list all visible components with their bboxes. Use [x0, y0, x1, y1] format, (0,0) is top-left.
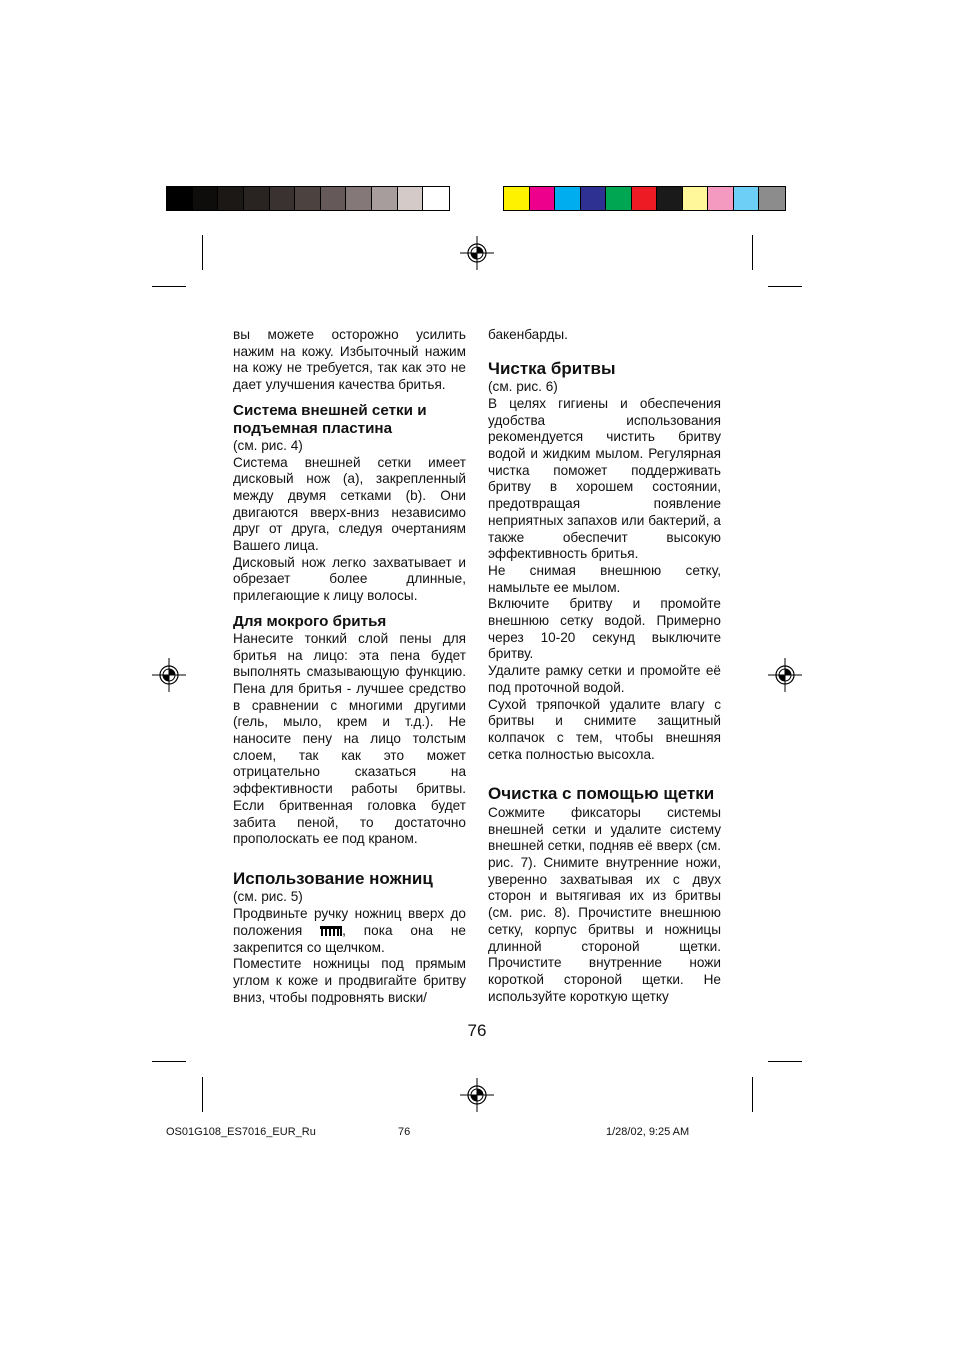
section-heading: Чистка бритвы [488, 358, 616, 378]
registration-mark-icon [152, 658, 186, 692]
color-swatch [530, 187, 556, 210]
color-swatch [632, 187, 658, 210]
gray-swatch [372, 187, 398, 210]
figure-reference: (см. рис. 5) [233, 889, 303, 905]
left-column [233, 327, 466, 1006]
crop-mark [752, 235, 753, 270]
intro-paragraph: вы можете осторожно усилить нажим на кожу. Избыточный нажим на кожу не требуется, так как это не дает улучшения качества бритья. [233, 327, 466, 393]
color-swatch [657, 187, 683, 210]
color-swatch [606, 187, 632, 210]
registration-mark-icon [460, 1078, 494, 1112]
section-heading: Система внешней сетки и подъемная пластина [233, 401, 427, 437]
footer-timestamp: 1/28/02, 9:25 AM [606, 1126, 690, 1138]
body-paragraph: Система внешней сетки имеет дисковый нож (а), закрепленный между двумя сетками (b). Они двигаются вверх-вниз независимо друг от друга, следуя очертаниям Вашего лица. [233, 454, 466, 554]
gray-swatch [167, 187, 193, 210]
color-swatch [504, 187, 530, 210]
gray-swatch [423, 187, 449, 210]
body-paragraph: Удалите рамку сетки и промойте её под проточной водой. [488, 663, 721, 695]
section-heading: Для мокрого бритья [233, 612, 387, 630]
color-swatch [708, 187, 734, 210]
gray-swatch [193, 187, 219, 210]
trimmer-blade-icon [320, 926, 342, 936]
figure-reference: (см. рис. 6) [488, 379, 558, 395]
registration-mark-icon [768, 658, 802, 692]
intro-paragraph: бакенбарды. [488, 327, 568, 342]
color-swatch [683, 187, 709, 210]
figure-reference: (см. рис. 4) [233, 437, 303, 453]
section-heading: Использование ножниц [233, 868, 433, 888]
right-column [488, 327, 721, 1005]
gray-swatch [295, 187, 321, 210]
gray-swatch [321, 187, 347, 210]
gray-swatch [218, 187, 244, 210]
gray-swatch [270, 187, 296, 210]
footer-filename: OS01G108_ES7016_EUR_Ru [166, 1126, 316, 1138]
page-number: 76 [467, 1021, 487, 1040]
crop-mark [202, 235, 203, 270]
body-paragraph: Не снимая внешнюю сетку, намыльте ее мылом. [488, 562, 721, 595]
grayscale-calibration-strip [166, 186, 450, 211]
color-swatch [734, 187, 760, 210]
footer-page: 76 [398, 1126, 411, 1138]
color-swatch [555, 187, 581, 210]
crop-mark [152, 286, 186, 287]
body-paragraph: Продвиньте ручку ножниц вверх до положения , пока она не закрепится со щелчком. [233, 906, 466, 955]
section-heading: Очистка с помощью щетки [488, 784, 715, 804]
body-paragraph: В целях гигиены и обеспечения удобства использования рекомендуется чистить бритву водой и жидким мылом. Регулярная чистка поможет поддерживать бритву в хорошем состоянии, предотвращая появление неприятных запахов или бактерий, а также обеспечит высокую эффективность бритья. [488, 395, 721, 562]
crop-mark [752, 1077, 753, 1112]
body-paragraph: Поместите ножницы под прямым углом к коже и продвигайте бритву вниз, чтобы подровнять виски/ [233, 956, 466, 1005]
body-paragraph: Нанесите тонкий слой пены для бритья на лицо: эта пена будет выполнять смазывающую функцию. Пена для бритья - лучшее средство в сравнении с многими другими (гель, мыло, крем и т.д.). Не наносите пену на лицо толстым слоем, так как это может отрицательно сказаться на эффективности работы бритвы. Если бритвенная головка будет забита пеной, то достаточно прополоскать ее под краном. [233, 630, 466, 847]
crop-mark [202, 1077, 203, 1112]
color-swatch [581, 187, 607, 210]
crop-mark [768, 1061, 802, 1062]
color-calibration-strip [503, 186, 786, 211]
body-paragraph: Сожмите фиксаторы системы внешней сетки и удалите систему внешней сетки, подняв её вверх (см. рис. 7). Снимите внутренние ножи, уверенно захватывая их с двух сторон и вытягивая их из бритвы (см. рис. 8). Прочистите внешнюю сетку, корпус бритвы и ножницы длинной стороной щетки. Прочистите внутренние ножи короткой стороной щетки. Не используйте короткую щетку [488, 804, 721, 1004]
gray-swatch [346, 187, 372, 210]
gray-swatch [398, 187, 424, 210]
registration-mark-icon [460, 236, 494, 270]
body-paragraph: Сухой тряпочкой удалите влагу с бритвы и снимите защитный колпачок с тем, чтобы внешняя сетка полностью высохла. [488, 696, 721, 762]
body-paragraph: Дисковый нож легко захватывает и обрезает более длинные, прилегающие к лицу волосы. [233, 554, 466, 604]
crop-mark [152, 1061, 186, 1062]
color-swatch [759, 187, 785, 210]
crop-mark [768, 286, 802, 287]
body-paragraph: Включите бритву и промойте внешнюю сетку водой. Примерно через 10-20 секунд выключите бритву. [488, 596, 721, 662]
gray-swatch [244, 187, 270, 210]
